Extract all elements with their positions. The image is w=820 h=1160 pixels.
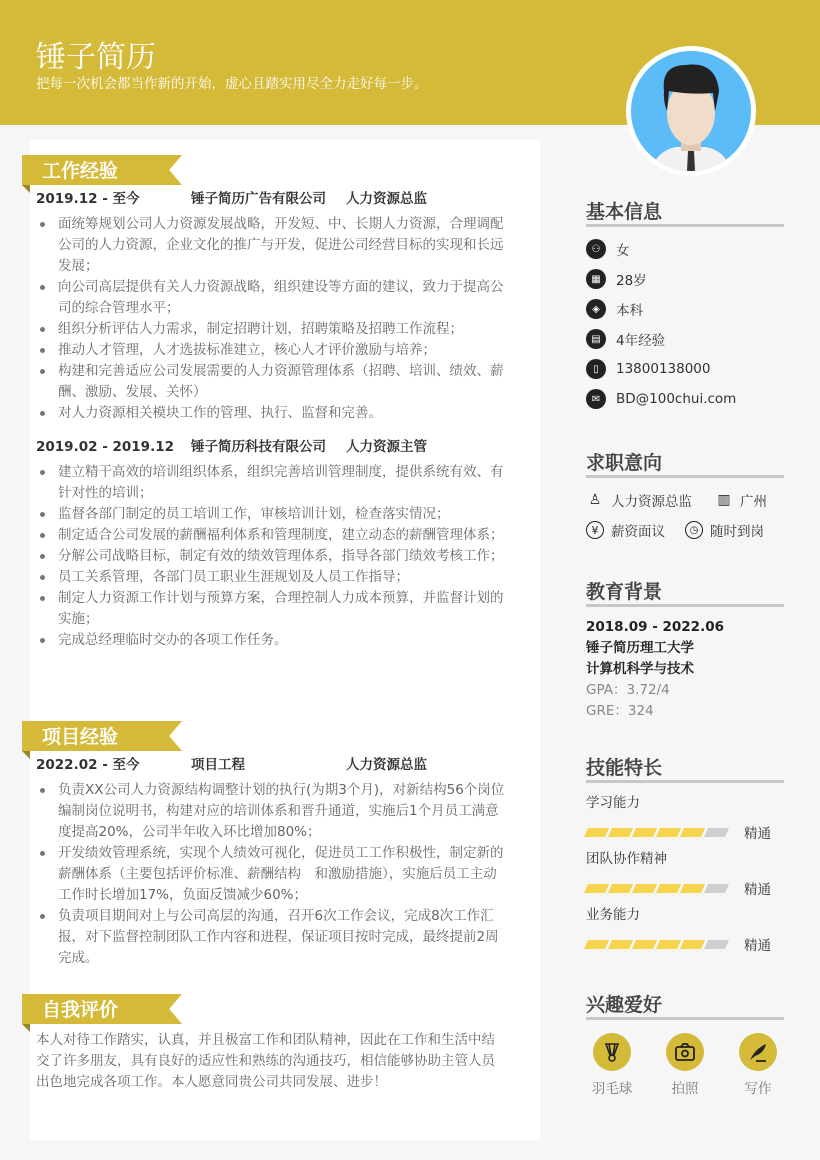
hobbies [586, 990, 784, 1103]
list-item: 推动人才管理，人才选拔标准建立，核心人才评价激励与培养； [36, 340, 506, 361]
info-age [586, 264, 784, 294]
job-role: 人力资源主管 [346, 439, 427, 455]
hobby-label: 羽毛球 [591, 1081, 633, 1097]
skill-rating-bar [586, 929, 784, 959]
section-title: 基本信息 [586, 197, 784, 227]
job-role: 人力资源总监 [346, 191, 427, 207]
edu-major: 计算机科学与技术 [586, 661, 694, 677]
skill-level: 精通 [744, 882, 771, 898]
skill-name: 团队协作精神 [586, 851, 667, 867]
info-value: 13800138000 [616, 361, 711, 377]
clock-icon: ◷ [685, 521, 703, 539]
list-item: 组织分析评估人力需求，制定招聘计划，招聘策略及招聘工作流程； [36, 319, 506, 340]
info-value: 女 [616, 243, 630, 259]
hobby-label: 写作 [744, 1081, 772, 1097]
quill-pen-icon [739, 1033, 777, 1071]
intent-position: 人力资源总监 [611, 494, 692, 510]
list-item: 开发绩效管理系统，实现个人绩效可视化，促进员工工作积极性，制定新的薪酬体系（主要包括评价标准、薪酬结构 和激励措施），实施后员工主动工作时长增加17%，负面反馈减少60%； [36, 843, 506, 906]
slogan: 把每一次机会都当作新的开始，虚心且踏实用尽全力走好每一步。 [36, 76, 428, 92]
work-job-2 [36, 437, 506, 651]
section-title: 求职意向 [586, 448, 784, 478]
skill-segment-filled [680, 884, 705, 893]
hobby-writing [728, 1033, 788, 1097]
list-item: 负责项目期间对上与公司高层的沟通，召开6次工作会议，完成8次工作汇报，对下监督控制团队工作内容和进程，保证项目按时完成，最终提前2周完成。 [36, 906, 506, 969]
info-value: 28岁 [616, 273, 647, 289]
project-period: 2022.02 - 至今 [36, 757, 140, 773]
hobby-photography [655, 1033, 715, 1097]
avatar [626, 46, 756, 176]
skill-segment-empty [704, 940, 729, 949]
badminton-icon [593, 1033, 631, 1071]
tie-icon: ♙ [588, 492, 602, 508]
edu-period: 2018.09 - 2022.06 [586, 619, 724, 635]
skill-segment-filled [584, 828, 609, 837]
info-email [586, 384, 784, 414]
project-name: 项目工程 [191, 757, 245, 773]
yen-icon: ¥ [586, 521, 604, 539]
skill-segment-filled [656, 884, 681, 893]
section-title: 技能特长 [586, 753, 784, 783]
section-title: 兴趣爱好 [586, 990, 784, 1020]
intent-city: 广州 [740, 494, 767, 510]
mail-icon: ✉ [586, 389, 606, 409]
skill-segment-filled [632, 884, 657, 893]
section-banner-work [22, 155, 182, 185]
skill-rating-bar [586, 873, 784, 903]
list-item: 员工关系管理，各部门员工职业生涯规划及人员工作指导； [36, 567, 506, 588]
job-header [36, 189, 506, 214]
document-icon: ▤ [586, 329, 606, 349]
skill-segment-filled [608, 884, 633, 893]
skill-segment-filled [632, 940, 657, 949]
skill-name: 业务能力 [586, 907, 640, 923]
section-title: 教育背景 [586, 577, 784, 607]
info-value: 本科 [616, 303, 643, 319]
skill-segment-empty [704, 884, 729, 893]
skill-segment-filled [608, 940, 633, 949]
list-item: 监督各部门制定的员工培训工作，审核培训计划，检查落实情况； [36, 504, 506, 525]
edu-school: 锤子简历理工大学 [586, 640, 694, 656]
section-title: 自我评价 [42, 999, 119, 1021]
list-item: 对人力资源相关模块工作的管理、执行、监督和完善。 [36, 403, 506, 424]
list-item: 构建和完善适应公司发展需要的人力资源管理体系（招聘、培训、绩效、薪酬、激励、发展、关怀） [36, 361, 506, 403]
basic-info [586, 197, 784, 414]
info-value: BD@100chui.com [616, 391, 737, 407]
job-header [36, 437, 506, 462]
skill-segment-filled [608, 828, 633, 837]
graduation-cap-icon: ◈ [586, 299, 606, 319]
intent-availability: 随时到岗 [710, 524, 764, 540]
skill-rating-bar [586, 817, 784, 847]
skill-segment-filled [680, 828, 705, 837]
list-item: 向公司高层提供有关人力资源战略，组织建设等方面的建议，致力于提高公司的综合管理水平； [36, 277, 506, 319]
list-item: 分解公司战略目标，制定有效的绩效管理体系，指导各部门绩效考核工作； [36, 546, 506, 567]
list-item: 面统筹规划公司人力资源发展战略，开发短、中、长期人力资源，合理调配公司的人力资源，企业文化的推广与开发，促进公司经营目标的实现和长远发展； [36, 214, 506, 277]
edu-gpa: GPA：3.72/4 [586, 682, 670, 698]
avatar-man-icon [631, 51, 751, 171]
list-item: 完成总经理临时交办的各项工作任务。 [36, 630, 506, 651]
list-item: 制定适合公司发展的薪酬福利体系和管理制度，建立动态的薪酬管理体系； [36, 525, 506, 546]
skill-segment-filled [656, 828, 681, 837]
job-company: 锤子简历科技有限公司 [191, 439, 326, 455]
job-intent [586, 448, 784, 545]
info-value: 4年经验 [616, 333, 666, 349]
list-item: 制定人力资源工作计划与预算方案，合理控制人力成本预算，并监督计划的实施； [36, 588, 506, 630]
project-role: 人力资源总监 [346, 757, 427, 773]
list-item: 负责XX公司人力资源结构调整计划的执行(为期3个月)，对新结构56个岗位编制岗位说明书，构建对应的培训体系和晋升通道，实施后1个月员工满意度提高20%，公司半年收入环比增加80%； [36, 780, 506, 843]
job-bullets [36, 214, 506, 424]
edu-gre: GRE：324 [586, 703, 654, 719]
resume-title: 锤子简历 [36, 40, 156, 75]
job-period: 2019.02 - 2019.12 [36, 439, 174, 455]
skill-segment-filled [680, 940, 705, 949]
info-gender [586, 234, 784, 264]
intent-salary: 薪资面议 [611, 524, 665, 540]
camera-icon [666, 1033, 704, 1071]
skill-segment-filled [632, 828, 657, 837]
skill-level: 精通 [744, 938, 771, 954]
skill-segment-filled [584, 940, 609, 949]
work-job-1 [36, 189, 506, 424]
skill-segment-empty [704, 828, 729, 837]
building-icon: ▥ [717, 492, 731, 508]
phone-icon: ▯ [586, 359, 606, 379]
project-bullets [36, 780, 506, 969]
project-header [36, 755, 506, 780]
skill-name: 学习能力 [586, 795, 640, 811]
info-degree [586, 294, 784, 324]
job-bullets [36, 462, 506, 651]
job-period: 2019.12 - 至今 [36, 191, 140, 207]
skill-level: 精通 [744, 826, 771, 842]
section-title: 项目经验 [42, 726, 119, 748]
section-banner-self [22, 994, 182, 1024]
section-banner-project [22, 721, 182, 751]
section-title: 工作经验 [42, 160, 119, 182]
gender-icon: ⚇ [586, 239, 606, 259]
self-evaluation-text: 本人对待工作踏实，认真，并且极富工作和团队精神，因此在工作和生活中结交了许多朋友，具有良好的适应性和熟练的沟通技巧，相信能够协助主管人员出色地完成各项工作。本人愿意同贵公司共同发展、进步！ [36, 1032, 495, 1090]
education [586, 577, 784, 722]
job-company: 锤子简历广告有限公司 [191, 191, 326, 207]
hobby-badminton [582, 1033, 642, 1097]
skills [586, 753, 784, 959]
list-item: 建立精干高效的培训组织体系，组织完善培训管理制度，提供系统有效、有针对性的培训； [36, 462, 506, 504]
project-entry [36, 755, 506, 969]
calendar-icon: ▦ [586, 269, 606, 289]
skill-segment-filled [656, 940, 681, 949]
skill-segment-filled [584, 884, 609, 893]
info-phone [586, 354, 784, 384]
info-experience [586, 324, 784, 354]
hobby-label: 拍照 [671, 1081, 699, 1097]
